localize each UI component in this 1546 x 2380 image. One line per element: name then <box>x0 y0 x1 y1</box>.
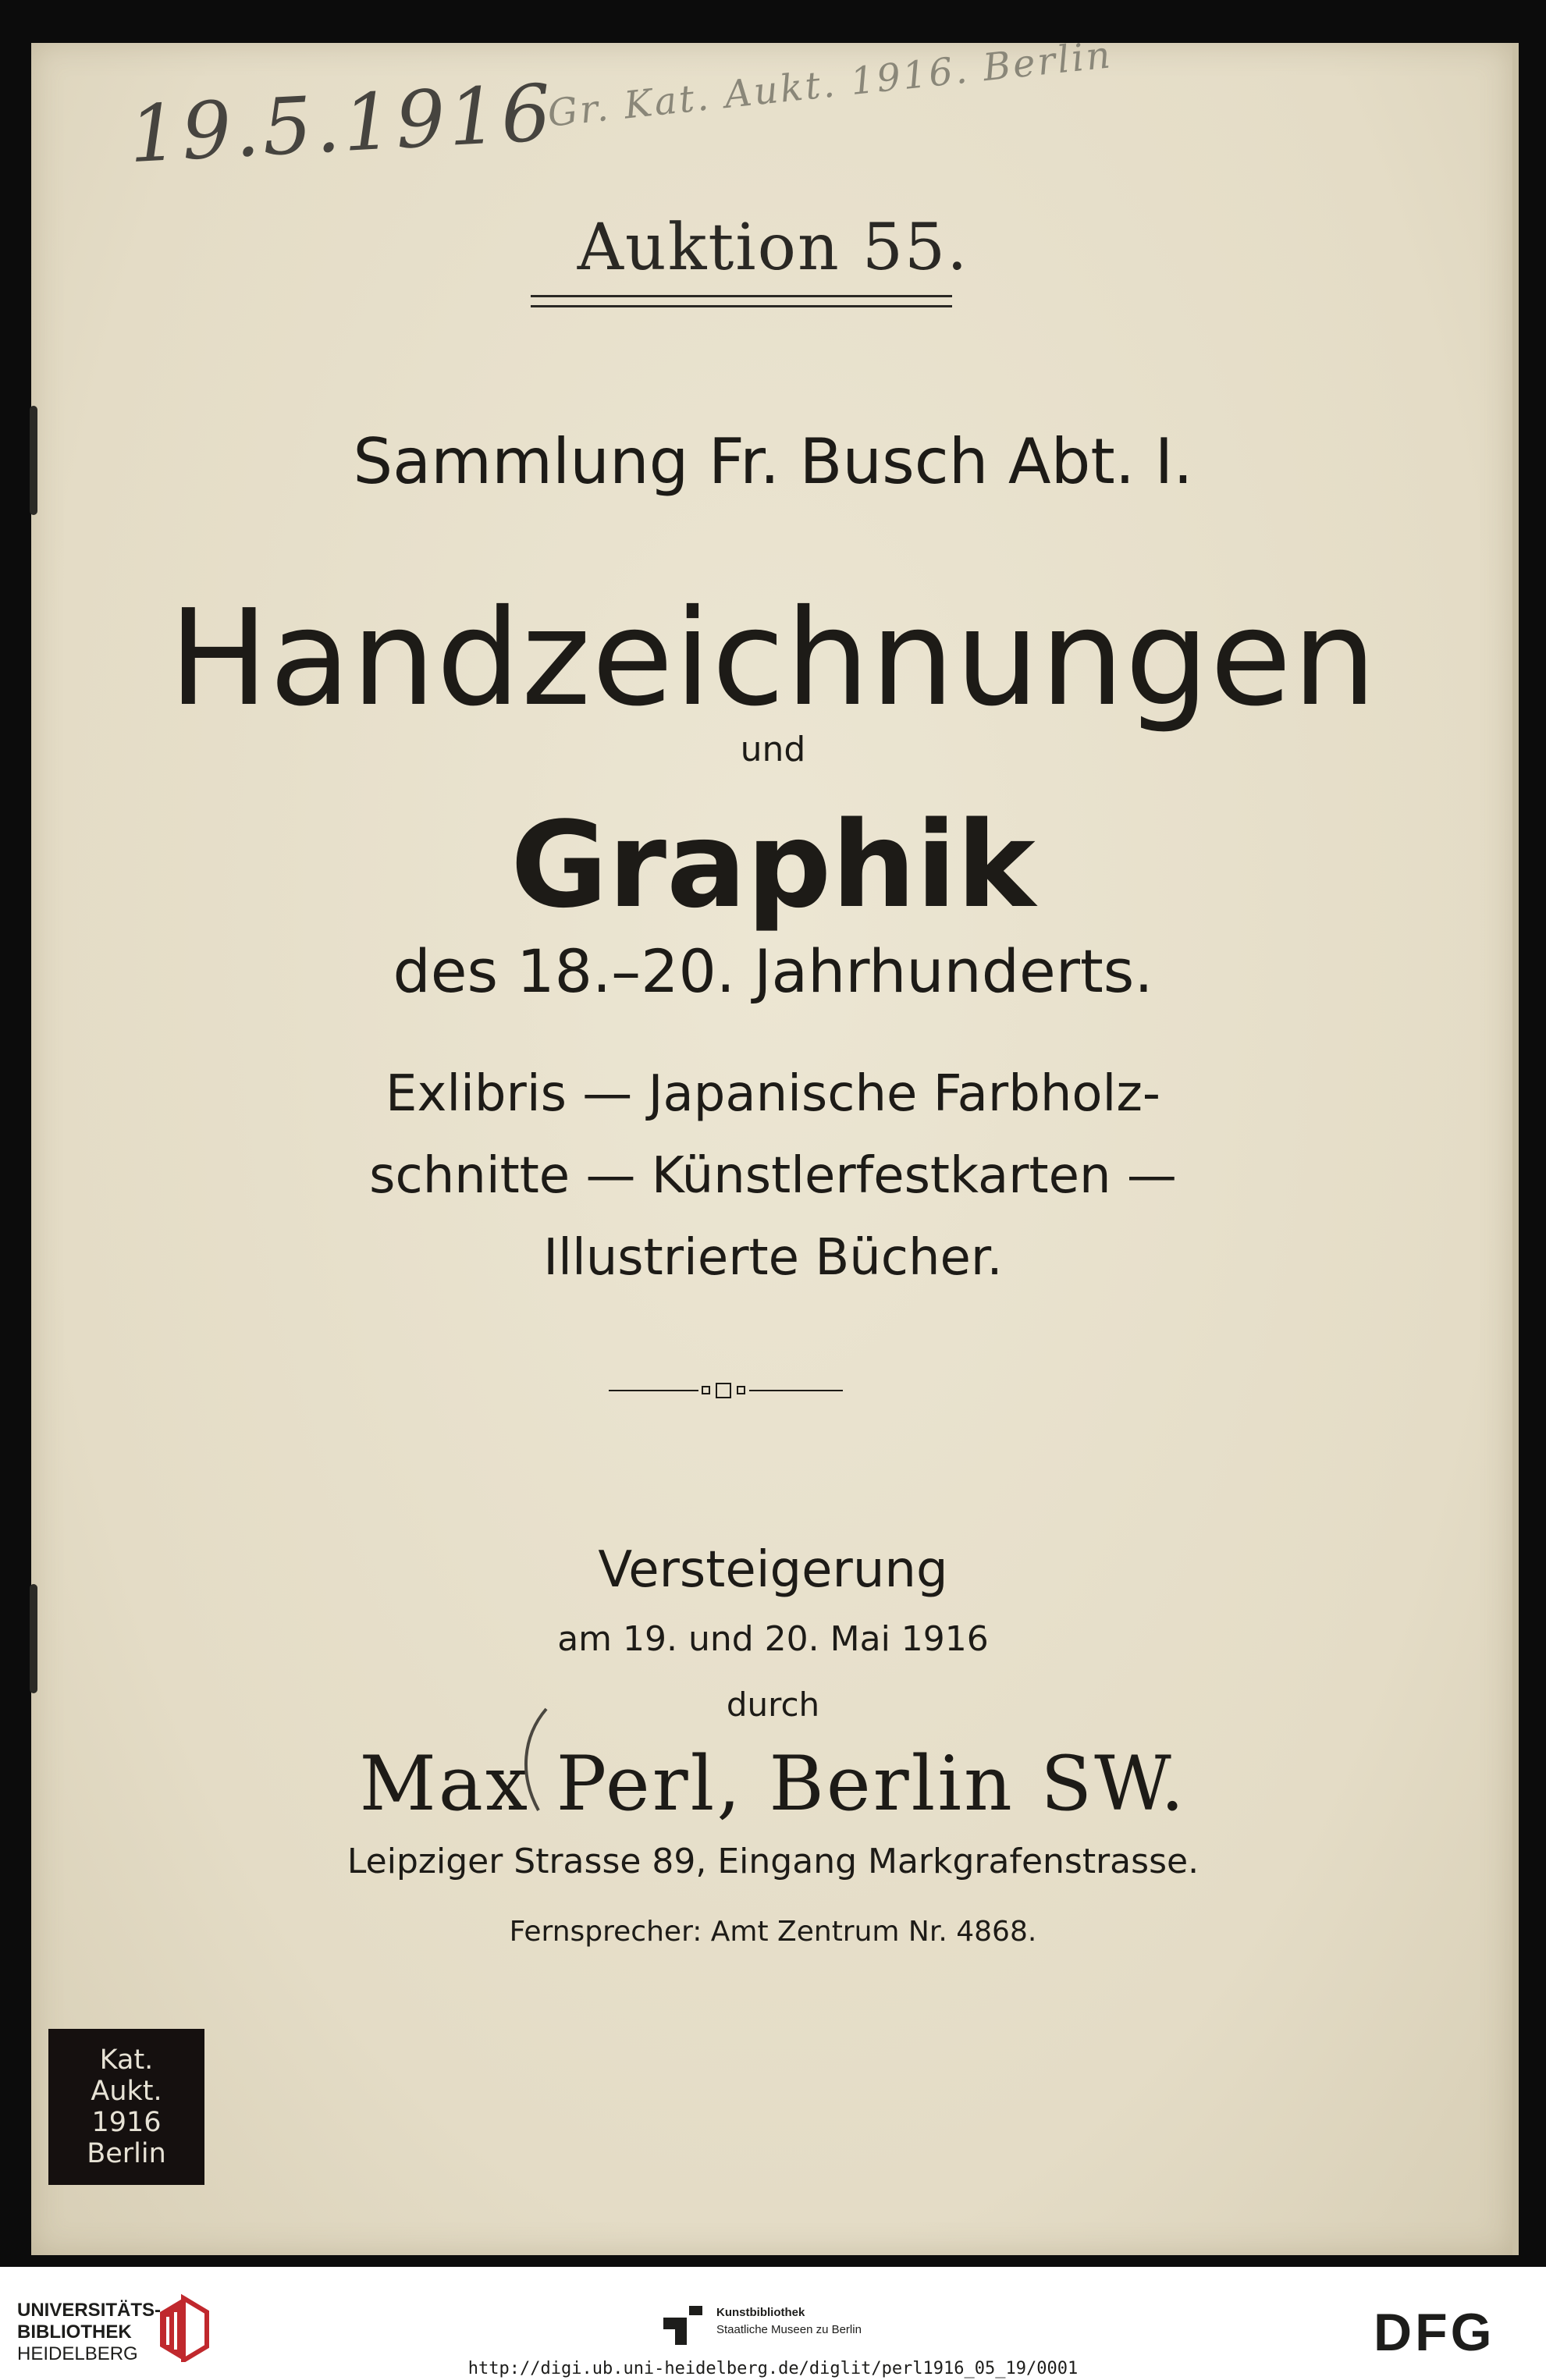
shelf-label-line: 1916 <box>91 2107 162 2138</box>
subtitle-line-3: Illustrierte Bücher. <box>543 1229 1003 1287</box>
durch-line: durch <box>726 1686 820 1724</box>
ub-heidelberg-logo-icon[interactable] <box>152 2290 215 2362</box>
collection-name: Sammlung Fr. Busch Abt. I. <box>353 425 1193 498</box>
kb-line-2: Staatliche Museen zu Berlin <box>716 2323 862 2336</box>
shelf-label-line: Aukt. <box>91 2076 162 2107</box>
auction-double-rule <box>531 295 952 307</box>
kunstbibliothek-wordmark[interactable] <box>716 2304 862 2339</box>
century-line: des 18.–20. Jahrhunderts. <box>393 936 1153 1006</box>
title-graphik: Graphik <box>510 796 1036 934</box>
auctioneer-name: Max Perl, Berlin SW. <box>359 1740 1187 1828</box>
shelf-label-line: Kat. <box>99 2044 154 2076</box>
viewer-footer <box>0 2267 1546 2380</box>
shelf-label-line: Berlin <box>87 2138 166 2169</box>
pencil-bracket-mark <box>511 1705 558 1814</box>
ub-line-3: HEIDELBERG <box>17 2343 138 2364</box>
dfg-logo[interactable]: DFG <box>1374 2303 1495 2362</box>
shelf-label <box>48 2029 204 2185</box>
title-main: Handzeichnungen <box>169 581 1377 736</box>
ub-heidelberg-wordmark[interactable] <box>17 2300 161 2365</box>
handwritten-date: 19.5.1916 <box>126 66 556 181</box>
permalink-url[interactable]: http://digi.ub.uni-heidelberg.de/diglit/perl1916_05_19/0001 <box>467 2359 1079 2378</box>
ub-line-2: BIBLIOTHEK <box>17 2321 132 2343</box>
kb-line-1: Kunstbibliothek <box>716 2306 805 2319</box>
kunstbibliothek-logo-icon[interactable] <box>659 2302 706 2349</box>
auction-dates: am 19. und 20. Mai 1916 <box>557 1619 989 1659</box>
versteigerung: Versteigerung <box>598 1541 948 1599</box>
pencil-note: Gr. Kat. Aukt. 1916. Berlin <box>546 33 1115 136</box>
phone-line: Fernsprecher: Amt Zentrum Nr. 4868. <box>509 1916 1037 1948</box>
auction-number: Auktion 55. <box>577 211 969 285</box>
subtitle-line-1: Exlibris — Japanische Farbholz- <box>386 1065 1160 1123</box>
ornamental-divider-icon <box>609 1381 843 1400</box>
ub-line-1: UNIVERSITÄTS- <box>17 2300 162 2321</box>
auctioneer-address: Leipziger Strasse 89, Eingang Markgrafenstrasse. <box>347 1842 1199 1881</box>
title-und: und <box>740 730 806 769</box>
subtitle-line-2: schnitte — Künstlerfestkarten — <box>369 1147 1177 1205</box>
